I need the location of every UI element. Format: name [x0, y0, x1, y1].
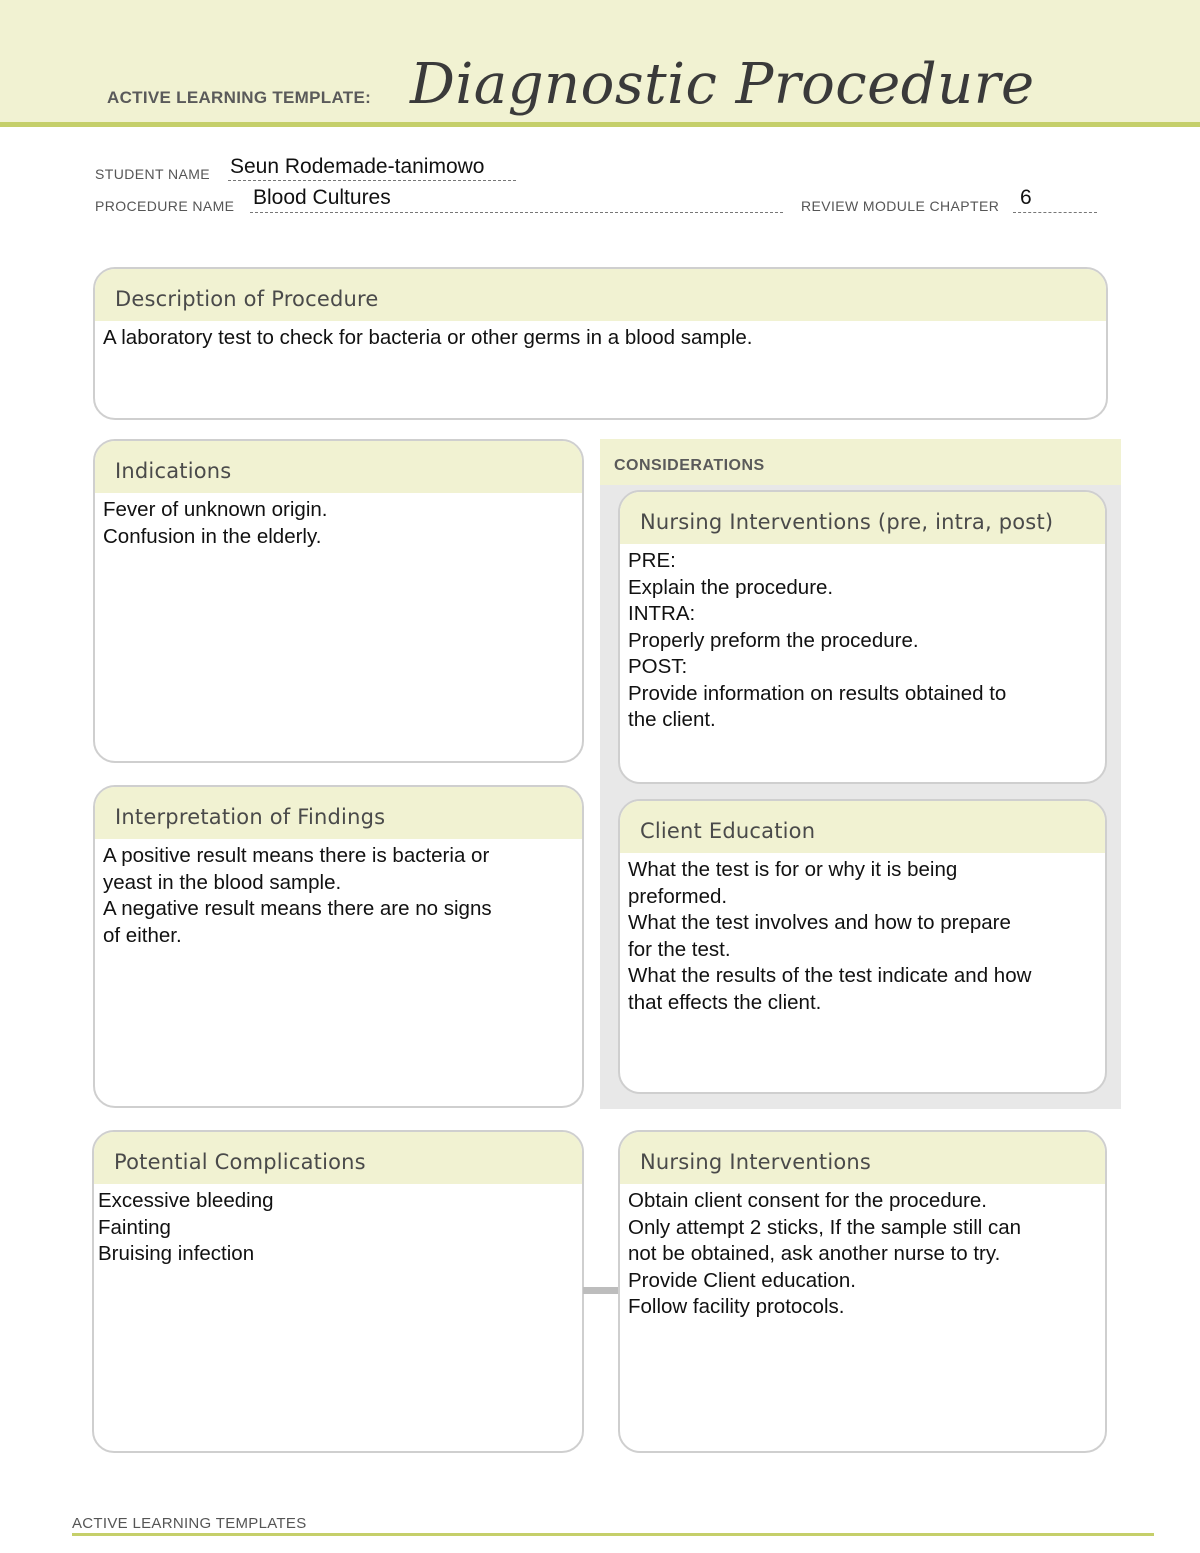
- indications-header: [95, 441, 582, 493]
- nursing-pre-intra-post-title: Nursing Interventions (pre, intra, post): [640, 510, 1054, 534]
- nursing-pre-intra-post-box: [618, 490, 1107, 784]
- complications-text[interactable]: Excessive bleeding Fainting Bruising infection: [98, 1189, 274, 1265]
- complications-box: [92, 1130, 584, 1453]
- review-module-label: REVIEW MODULE CHAPTER: [801, 198, 1000, 214]
- student-name-underline: [228, 180, 516, 181]
- procedure-name-label: PROCEDURE NAME: [95, 198, 235, 214]
- complications-title: Potential Complications: [114, 1150, 366, 1174]
- indications-title: Indications: [115, 459, 232, 483]
- page-title: Diagnostic Procedure: [410, 52, 1035, 117]
- client-education-box: [618, 799, 1107, 1094]
- nursing-interventions-header: [620, 1132, 1105, 1184]
- footer-divider: [72, 1533, 1154, 1536]
- description-header: [95, 269, 1106, 321]
- nursing-interventions-box: [618, 1130, 1107, 1453]
- review-module-underline: [1013, 212, 1097, 213]
- nursing-interventions-title: Nursing Interventions: [640, 1150, 872, 1174]
- header-divider: [0, 122, 1200, 127]
- description-title: Description of Procedure: [115, 287, 379, 311]
- description-text[interactable]: A laboratory test to check for bacteria or other germs in a blood sample.: [103, 326, 753, 349]
- client-education-title: Client Education: [640, 819, 816, 843]
- connector-line: [583, 1287, 619, 1294]
- indications-text[interactable]: Fever of unknown origin. Confusion in the elderly.: [103, 498, 328, 548]
- complications-header: [94, 1132, 582, 1184]
- student-name-label: STUDENT NAME: [95, 166, 210, 182]
- interpretation-title: Interpretation of Findings: [115, 805, 386, 829]
- client-education-text[interactable]: What the test is for or why it is being preformed. What the test involves and how to prepare for the test. What the results of the test indicate and how that effects the client.: [628, 858, 1032, 1014]
- nursing-interventions-text[interactable]: Obtain client consent for the procedure. Only attempt 2 sticks, If the sample still can not be obtained, ask another nurse to try. Provide Client education. Follow facility protocols.: [628, 1189, 1022, 1318]
- review-module-field[interactable]: 6: [1020, 186, 1032, 209]
- template-label: ACTIVE LEARNING TEMPLATE:: [107, 88, 372, 107]
- footer-label: ACTIVE LEARNING TEMPLATES: [72, 1515, 307, 1532]
- interpretation-header: [95, 787, 582, 839]
- nursing-pre-intra-post-header: [620, 492, 1105, 544]
- description-box: [93, 267, 1108, 420]
- considerations-label: CONSIDERATIONS: [614, 457, 765, 474]
- interpretation-text[interactable]: A positive result means there is bacteria or yeast in the blood sample. A negative result means there are no signs of either.: [103, 844, 492, 947]
- interpretation-box: [93, 785, 584, 1108]
- nursing-pre-intra-post-text[interactable]: PRE: Explain the procedure. INTRA: Properly preform the procedure. POST: Provide information on results obtained to the client.: [628, 549, 1007, 731]
- procedure-name-field[interactable]: Blood Cultures: [253, 186, 391, 209]
- considerations-header: [600, 439, 1121, 485]
- indications-box: [93, 439, 584, 763]
- client-education-header: [620, 801, 1105, 853]
- student-name-field[interactable]: Seun Rodemade-tanimowo: [230, 155, 485, 178]
- procedure-name-underline: [250, 212, 783, 213]
